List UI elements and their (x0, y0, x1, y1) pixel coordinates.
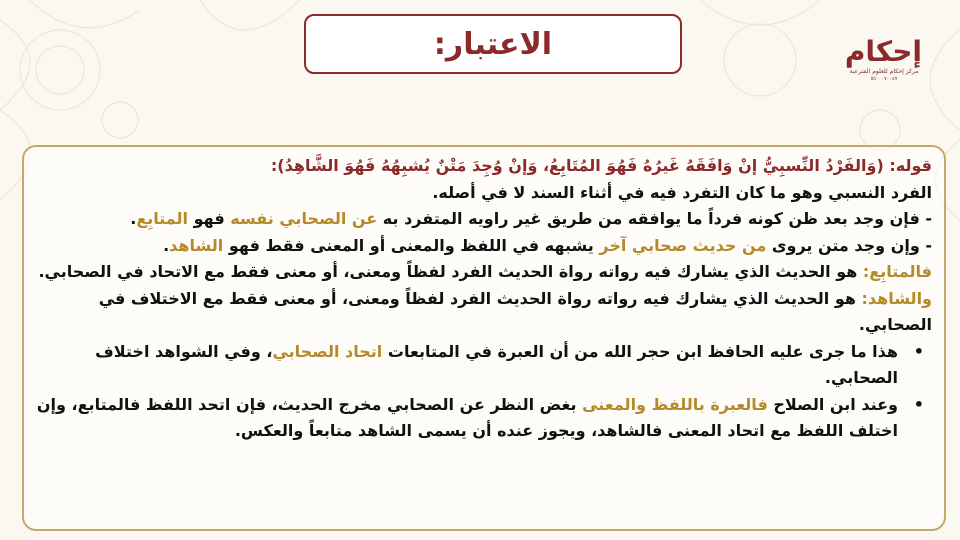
line-2 (34, 206, 932, 233)
logo-mark: إحكام (844, 35, 922, 68)
shahid-label: والشاهد: (861, 288, 932, 308)
shahid-definition (34, 286, 932, 339)
mutabi-label: فالمتابِع: (862, 262, 932, 281)
logo-phone: ٥٥٠٠٠٧٠٠٤٧ (870, 76, 898, 82)
line-2-end: المتابِع (136, 209, 189, 228)
bullet-item-2 (34, 392, 932, 445)
bullet-1-pre: هذا ما جرى عليه الحافظ ابن حجر الله من أن العبرة في المتابعات (387, 341, 898, 361)
logo-subtitle: مركز إحكام للعلوم الشرعية (849, 68, 919, 75)
line-3-end: الشاهد (169, 235, 224, 255)
line-3-gold: من حديث صحابي آخر (599, 235, 767, 255)
line-2-mid: فهو (193, 209, 225, 228)
line-3-mid: يشبهه في اللفظ والمعنى أو المعنى فقط فهو (228, 235, 594, 255)
logo (846, 28, 922, 98)
intro-label: قوله: (889, 156, 932, 175)
bullet-icon: • (913, 341, 924, 361)
content-text (34, 153, 932, 445)
intro-line (34, 153, 932, 180)
title-box (304, 14, 682, 74)
shahid-text: هو الحديث الذي يشارك فيه رواته رواة الحديث الفرد لفظاً ومعنى، أو معنى فقط مع الاختلاف في الصحابي. (98, 288, 932, 334)
bullet-1-gold: اتحاد الصحابي (272, 341, 383, 361)
line-3-pre: - وإن وجد متن يروى (771, 235, 932, 255)
line-2-dot: . (130, 209, 137, 228)
bullet-2-gold: فالعبرة باللفظ والمعنى (582, 394, 768, 414)
intro-quote: (وَالفَرْدُ النِّسبِيُّ إنْ وَافَقَهُ غَيرُهُ فَهُوَ المُتَابِعُ، وَإنْ وُجِدَ مَتْنٌ يُشبِهُهُ فَهُوَ الشَّاهِدُ): (270, 156, 884, 175)
bullet-item-1 (34, 339, 932, 392)
bullet-2-post: بغض النظر عن الصحابي مخرج الحديث، فإن اتحد اللفظ فالمتابع، وإن اختلف اللفظ مع اتحاد المعنى فالشاهد، ويجوز عنده أن يسمى الشاهد متابعاً والعكس. (36, 394, 898, 440)
line-1: الفرد النسبي وهو ما كان التفرد فيه في أثناء السند لا في أصله. (432, 182, 932, 202)
page-title: الاعتبار: (433, 26, 553, 62)
bullet-1-post: ، وفي الشواهد اختلاف الصحابي. (95, 341, 898, 387)
content-box (22, 145, 946, 531)
bullet-list (34, 339, 932, 445)
bullet-2-pre: وعند ابن الصلاح (773, 394, 898, 414)
line-2-pre: - فإن وجد بعد ظن كونه فرداً ما يوافقه من طريق غير راويه المتفرد به (382, 209, 932, 228)
bullet-icon: • (913, 394, 924, 414)
line-2-gold: عن الصحابي نفسه (230, 209, 378, 228)
mutabi-definition (34, 259, 932, 286)
line-3 (34, 233, 932, 260)
mutabi-text: هو الحديث الذي يشارك فيه رواته رواة الحديث الفرد لفظاً ومعنى، أو معنى فقط مع الاتحاد في الصحابي. (38, 262, 858, 281)
line-3-dot: . (163, 235, 170, 255)
